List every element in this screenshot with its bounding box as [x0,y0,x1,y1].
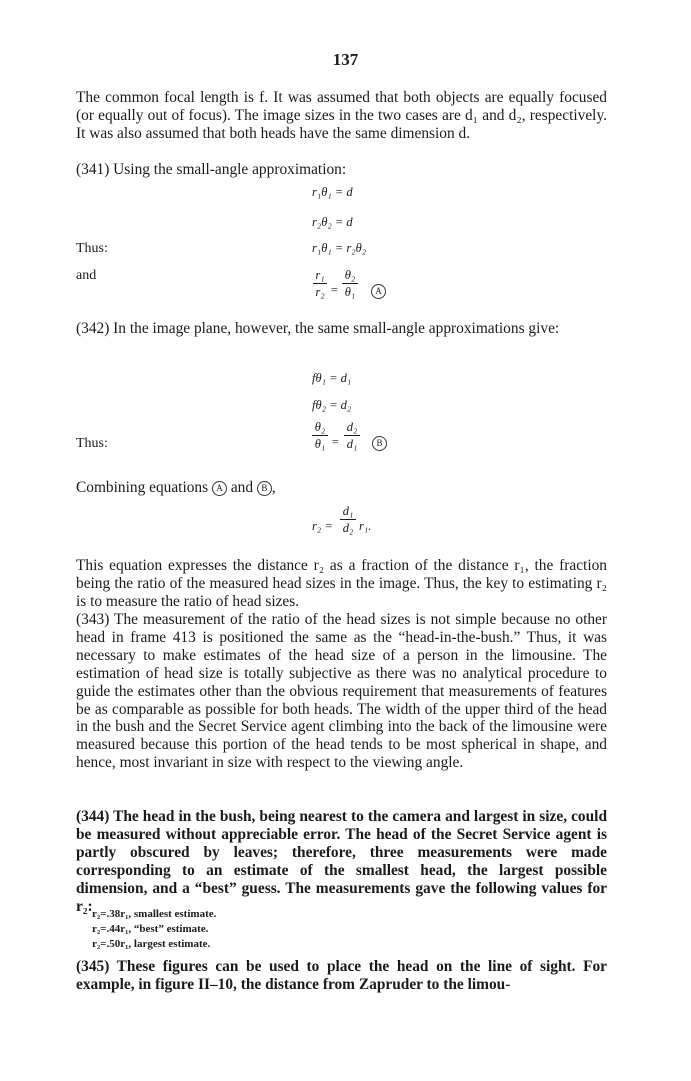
estimate-value: r₂=.38r₁, [92,908,132,920]
label-thus-2: Thus: [76,436,108,451]
fraction-denominator: d₂ [342,521,354,535]
fraction-bar [313,283,327,284]
fraction-r1-over-r2 [313,268,327,299]
paragraph-343: (343) The measurement of the ratio of the head sizes is not simple because no other head in frame 413 is positioned the same as the “head-in-the-bush.” Thus, it was necessary to make estimates of the head size of a person in the limousine. The estimation of head size is totally subjective as there was no analytical procedure to guide the estimates other than the obvious requirement that measurements of features be as comparable as possible for both heads. The width of the upper third of the head in the bush and the Secret Service agent climbing into the back of the limousine were measured because this portion of the head tends to be most spherical in shape, and hence, most invariant in size with respect to the viewing angle. [76,611,607,772]
fraction-numerator: θ₂ [314,420,326,434]
estimate-best [92,923,208,936]
paragraph-345: (345) These figures can be used to place the head on the line of sight. For example, in figure II–10, the distance from Zapruder to the limou- [76,958,607,993]
fraction-numerator: r₁ [315,268,325,282]
fraction-d1-over-d2 [340,504,356,535]
fraction-bar [342,283,358,284]
fraction-numerator: d₂ [346,420,358,434]
equation-tag-b: B [372,436,387,451]
paragraph-distance-ratio: This equation expresses the distance r₂ as a fraction of the distance r₁, the fraction being the ratio of the measured head sizes in the image. Thus, the key to estimating r₂ is to measure the ratio of head sizes. [76,557,607,610]
fraction-numerator: θ₂ [344,268,356,282]
fraction-bar [344,435,360,436]
estimate-description: smallest estimate. [133,908,217,920]
fraction-bar [340,519,356,520]
fraction-denominator: θ₁ [344,285,356,299]
equation-final-lhs: r₂ = [312,519,333,533]
inline-tag-b: B [257,481,272,496]
fraction-numerator: d₁ [342,504,354,518]
combining-and: and [230,479,254,496]
label-and: and [76,268,97,283]
combining-comma: , [271,479,276,496]
combining-text: Combining equations [76,479,209,496]
equation-r1theta1-eq-r2theta2: r₁θ₁ = r₂θ₂ [312,241,367,255]
fraction-denominator: θ₁ [314,437,326,451]
equation-f-theta2: fθ₂ = d₂ [312,398,352,412]
paragraph-344: (344) The head in the bush, being nearest to the camera and largest in size, could be measured without appreciable error. The head of the Secret Service agent is partly obscured by leaves; therefore, three measurements were made corresponding to an estimate of the smallest head, the largest possible dimension, and a “best” guess. The measurements gave the following values for r₂: [76,808,607,915]
estimate-smallest [92,908,216,921]
estimate-description: “best” estimate. [133,923,209,935]
equals-sign: = [331,435,340,449]
fraction-denominator: d₁ [346,437,358,451]
paragraph-341-lead: (341) Using the small-angle approximation: [76,161,347,178]
paragraph-342-lead: (342) In the image plane, however, the same small-angle approximations give: [76,320,560,337]
page-number: 137 [332,50,359,69]
fraction-theta2-over-theta1 [342,268,358,299]
equation-r2-theta2: r₂θ₂ = d [312,215,353,229]
inline-tag-a: A [212,481,227,496]
estimate-value: r₂=.44r₁, [92,923,132,935]
equation-tag-a: A [371,284,386,299]
fraction-theta2-over-theta1-b [312,420,328,451]
estimate-value: r₂=.50r₁, [92,938,132,950]
label-thus-1: Thus: [76,241,108,256]
equation-final-rhs: r₁. [359,519,372,533]
fraction-bar [312,435,328,436]
paragraph-combining [76,479,607,497]
paragraph-intro: The common focal length is f. It was assumed that both objects are equally focused (or equally out of focus). The image sizes in the two cases are d₁ and d₂, respectively. It was also assumed that both heads have the same dimension d. [76,89,607,142]
estimate-description: largest estimate. [133,938,211,950]
equation-f-theta1: fθ₁ = d₁ [312,371,352,385]
estimate-largest [92,938,210,951]
fraction-denominator: r₂ [315,285,325,299]
equation-r1-theta1: r₁θ₁ = d [312,185,353,199]
equals-sign: = [330,283,339,297]
fraction-d2-over-d1 [344,420,360,451]
